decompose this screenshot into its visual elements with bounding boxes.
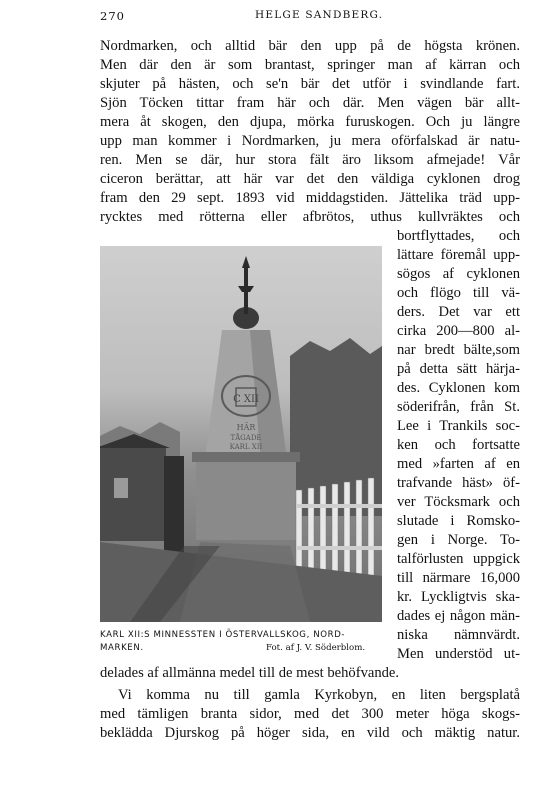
side-text-line: sögos af cyklonen	[397, 266, 520, 282]
side-text-line: ders. Det var ett	[397, 304, 520, 320]
side-text-line: nar bredt bälte,som	[397, 342, 520, 358]
monument-photograph	[100, 246, 382, 622]
side-text-line: kr. Lyckligtvis ska-	[397, 589, 520, 605]
svg-text:TÅGADE: TÅGADE	[230, 434, 262, 442]
text-line: fram den 29 sept. 1893 vid middagstiden. Jättelika träd upp-	[100, 190, 520, 206]
text-line: skjuter på hästen, och se'n bär det utför i svindlande fart.	[100, 76, 520, 92]
text-line: delades af allmänna medel till de mest behöfvande.	[100, 665, 400, 681]
photo-credit: Fot. af J. V. Söderblom.	[266, 643, 366, 653]
figure-caption-line1: KARL XII:S MINNESSTEN I ÖSTERVALLSKOG, NORD-	[100, 630, 346, 640]
side-text-line: på detta sätt härja-	[397, 361, 520, 377]
side-text-line: niska nämnvärdt.	[397, 627, 520, 643]
side-text-line: Lee i Trankils soc-	[397, 418, 520, 434]
text-line: upp man kommer i Nordmarken, ju mera oförfalskad är natu-	[100, 133, 520, 149]
side-text-line: dades ej någon män-	[397, 608, 520, 624]
side-text-line: till närmare 16,000	[397, 570, 520, 586]
side-text-line: ken och fortsatte	[397, 437, 520, 453]
svg-text:KARL XII: KARL XII	[229, 443, 263, 451]
svg-text:C XII: C XII	[233, 394, 259, 405]
side-text-line: talförlusten uppgick	[397, 551, 520, 567]
figure-caption-line2: MARKEN.	[100, 643, 144, 653]
text-line: Sjön Töcken tittar fram här och där. Men vägen bär allt-	[100, 95, 520, 111]
text-line: Nordmarken, och alltid bär den upp på de högsta krönen.	[100, 38, 520, 54]
page-header	[100, 9, 520, 25]
side-text-line: ver Töcksmark och	[397, 494, 520, 510]
side-text-line: slutade i Romsko-	[397, 513, 520, 529]
svg-text:HÄR: HÄR	[236, 423, 256, 432]
side-text-line: cirka 200—800 al-	[397, 323, 520, 339]
side-text-line: des. Cyklonen kom	[397, 380, 520, 396]
text-line: mera åt skogen, den djupa, mörka furuskogen. Och ju längre	[100, 114, 520, 130]
side-text-line: och flögo till vä-	[397, 285, 520, 301]
text-line: med tämligen branta sidor, med det 300 meter höga skogs-	[100, 706, 520, 722]
text-line: rycktes med rötterna eller afbrötos, uthus kullvräktes och	[100, 209, 520, 225]
side-text-line: bortflyttades, och	[397, 228, 520, 244]
side-text-line: Men understöd ut-	[397, 646, 520, 662]
text-line: ren. Men se där, hur stora fält äro liksom afmejade! Vår	[100, 152, 520, 168]
text-line: Men där den är som brantast, springer man af kärran och	[100, 57, 520, 73]
monument-illustration	[100, 246, 382, 622]
page-number: 270	[100, 9, 125, 23]
running-title: HELGE SANDBERG.	[255, 9, 384, 21]
text-line: beklädda Djurskog på höger sida, en vild och mäktig natur.	[100, 725, 520, 741]
side-text-line: söderifrån, från St.	[397, 399, 520, 415]
side-text-line: trafvande häst» öf-	[397, 475, 520, 491]
text-line: Vi komma nu till gamla Kyrkobyn, en liten bergsplatå	[118, 687, 520, 703]
text-line: ciceron berättar, att här var det den väldiga cyklonen drog	[100, 171, 520, 187]
side-text-line: lättare föremål upp-	[397, 247, 520, 263]
side-text-line: gen i Norge. To-	[397, 532, 520, 548]
side-text-line: med »farten af en	[397, 456, 520, 472]
